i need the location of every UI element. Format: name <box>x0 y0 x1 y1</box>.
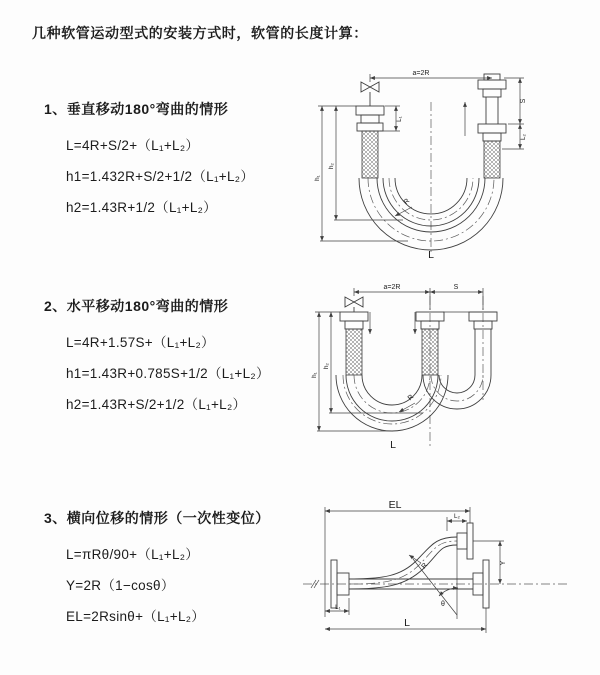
dim-label-l1: L₁ <box>335 604 341 611</box>
section-horizontal-180 <box>44 296 270 420</box>
left-pipe-fitting <box>356 106 384 178</box>
dim-label-r: R <box>420 561 430 571</box>
dimension-l2 <box>447 513 467 531</box>
dim-label-l: L <box>428 249 434 260</box>
dimension-l1 <box>380 106 403 131</box>
dim-label-l: L <box>404 617 410 629</box>
valve-icon <box>345 297 363 312</box>
formula-EL: EL=2Rsinθ+（L₁+L₂） <box>66 609 206 624</box>
dim-label-l: L <box>390 439 396 451</box>
section-lateral-displacement <box>44 508 270 632</box>
formula-h2: h2=1.43R+S/2+1/2（L₁+L₂） <box>66 397 247 412</box>
dim-label-theta: θ <box>441 601 445 608</box>
dimension-a2r <box>370 70 492 82</box>
dim-label-s: S <box>453 284 459 291</box>
section-2-heading: 2、水平移动180°弯曲的情形 <box>44 298 229 314</box>
dimension-y <box>473 541 507 584</box>
section-vertical-180 <box>44 99 254 223</box>
dim-label-r: R <box>402 197 412 207</box>
formula-L: L=πRθ/90+（L₁+L₂） <box>66 547 200 562</box>
diagram-vertical-180 <box>308 66 563 260</box>
dim-label-l2: L₂ <box>454 513 460 520</box>
formula-h2: h2=1.43R+1/2（L₁+L₂） <box>66 200 217 215</box>
diagram-horizontal-180 <box>303 280 568 455</box>
dimension-h1-h2 <box>314 106 408 241</box>
dim-label-s: S <box>520 98 527 104</box>
dimension-h1-h2 <box>311 312 423 431</box>
formula-h1: h1=1.432R+S/2+1/2（L₁+L₂） <box>66 169 255 184</box>
dim-label-a2r: a=2R <box>412 70 430 77</box>
right-pipe-fitting <box>478 74 506 178</box>
dimension-a2r-s <box>354 284 497 334</box>
page-title: 几种软管运动型式的安装方式时，软管的长度计算： <box>32 25 368 41</box>
dim-label-l1: L₁ <box>396 116 403 122</box>
diagram-lateral-displacement <box>295 497 575 647</box>
raised-flange <box>457 523 473 559</box>
section-1-heading: 1、垂直移动180°弯曲的情形 <box>44 101 229 117</box>
formula-Y: Y=2R（1−cosθ） <box>66 578 175 593</box>
dim-label-h2: h₂ <box>323 363 330 369</box>
dim-label-h1: h₁ <box>314 175 321 181</box>
formula-L: L=4R+1.57S+（L₁+L₂） <box>66 335 215 350</box>
formula-L: L=4R+S/2+（L₁+L₂） <box>66 138 200 153</box>
u-bend-hose-left <box>336 375 448 431</box>
dim-label-r: R <box>406 393 416 403</box>
radius-callout <box>399 394 415 412</box>
dim-label-y: Y <box>500 560 507 566</box>
dim-label-h1: h₁ <box>311 372 318 378</box>
s-curve-hose <box>349 537 457 589</box>
u-bend-hose-right <box>423 375 491 409</box>
dim-label-h2: h₂ <box>328 163 335 169</box>
left-pipe-fitting <box>340 312 368 375</box>
formula-h1: h1=1.43R+0.785S+1/2（L₁+L₂） <box>66 366 270 381</box>
dimension-el <box>325 499 470 617</box>
dim-label-a2r: a=2R <box>383 284 401 291</box>
section-3-heading: 3、横向位移的情形（一次性变位） <box>44 510 270 526</box>
valve-icon <box>361 82 379 106</box>
dim-label-el: EL <box>388 499 402 511</box>
dim-label-l2: L₂ <box>520 134 527 140</box>
